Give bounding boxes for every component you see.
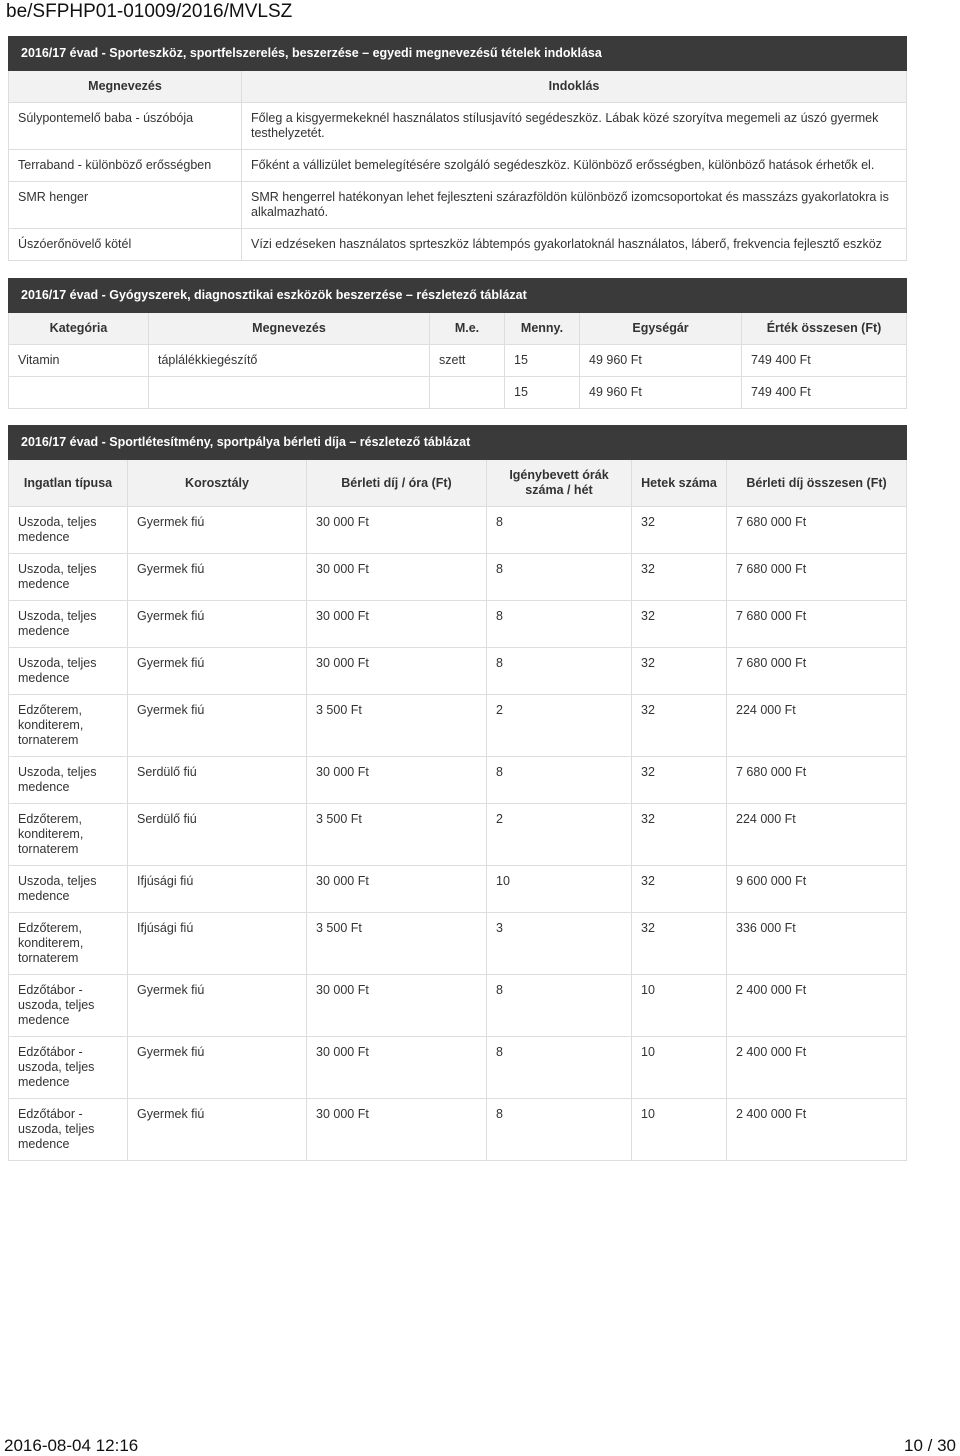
item-justification: Vízi edzéseken használatos sprteszköz lábtempós gyakorlatoknál használatos, láberő, frekvencia fejlesztő eszköz bbox=[242, 229, 907, 261]
table3-title: 2016/17 évad - Sportlétesítmény, sportpálya bérleti díja – részletező táblázat bbox=[9, 426, 907, 460]
cell-hours-per-week: 8 bbox=[487, 1037, 632, 1099]
total-value: 749 400 Ft bbox=[742, 377, 907, 409]
cell-total-fee: 7 680 000 Ft bbox=[727, 757, 907, 804]
cell-hourly-fee: 30 000 Ft bbox=[307, 601, 487, 648]
cell-weeks: 32 bbox=[632, 804, 727, 866]
cell-hourly-fee: 3 500 Ft bbox=[307, 804, 487, 866]
cell-hours-per-week: 8 bbox=[487, 554, 632, 601]
cell-age-group: Gyermek fiú bbox=[128, 695, 307, 757]
page-number: 10 / 30 bbox=[904, 1436, 956, 1455]
cell-weeks: 10 bbox=[632, 975, 727, 1037]
cell-total-fee: 2 400 000 Ft bbox=[727, 975, 907, 1037]
cell-property-type: Edzőtábor - uszoda, teljes medence bbox=[9, 1037, 128, 1099]
table-row bbox=[9, 804, 907, 866]
total-unit-price: 49 960 Ft bbox=[580, 377, 742, 409]
table-row bbox=[9, 866, 907, 913]
cell-hourly-fee: 3 500 Ft bbox=[307, 913, 487, 975]
cell-weeks: 32 bbox=[632, 648, 727, 695]
cell-property-type: Edzőtábor - uszoda, teljes medence bbox=[9, 1099, 128, 1161]
table2-title: 2016/17 évad - Gyógyszerek, diagnosztikai eszközök beszerzése – részletező táblázat bbox=[9, 279, 907, 313]
col-header: Bérleti díj / óra (Ft) bbox=[307, 460, 487, 507]
cell-age-group: Gyermek fiú bbox=[128, 1099, 307, 1161]
cell-age-group: Ifjúsági fiú bbox=[128, 866, 307, 913]
total-row bbox=[9, 377, 907, 409]
cell-unit-price: 49 960 Ft bbox=[580, 345, 742, 377]
item-justification: Főként a vállizület bemelegítésére szolgáló segédeszköz. Különböző erősségben, különböző hatások érhetők el. bbox=[242, 150, 907, 182]
table-row bbox=[9, 150, 907, 182]
cell-unit: szett bbox=[430, 345, 505, 377]
cell-quantity: 15 bbox=[505, 345, 580, 377]
item-name: SMR henger bbox=[9, 182, 242, 229]
col-header: Ingatlan típusa bbox=[9, 460, 128, 507]
cell-age-group: Ifjúsági fiú bbox=[128, 913, 307, 975]
table-row bbox=[9, 103, 907, 150]
cell-hours-per-week: 10 bbox=[487, 866, 632, 913]
cell-age-group: Serdülő fiú bbox=[128, 757, 307, 804]
cell-hourly-fee: 30 000 Ft bbox=[307, 507, 487, 554]
item-name: Terraband - különböző erősségben bbox=[9, 150, 242, 182]
cell-hours-per-week: 8 bbox=[487, 1099, 632, 1161]
document-id: be/SFPHP01-01009/2016/MVLSZ bbox=[6, 1, 293, 22]
cell-total: 749 400 Ft bbox=[742, 345, 907, 377]
table-row bbox=[9, 345, 907, 377]
cell-weeks: 10 bbox=[632, 1037, 727, 1099]
col-header: Bérleti díj összesen (Ft) bbox=[727, 460, 907, 507]
cell-property-type: Edzőterem, konditerem, tornaterem bbox=[9, 913, 128, 975]
item-justification: Főleg a kisgyermekeknél használatos stílusjavító segédeszköz. Lábak közé szoryítva megemeli az úszó gyermek testhelyzetét. bbox=[242, 103, 907, 150]
cell-weeks: 32 bbox=[632, 757, 727, 804]
cell-hours-per-week: 2 bbox=[487, 695, 632, 757]
col-header: Korosztály bbox=[128, 460, 307, 507]
cell-hours-per-week: 3 bbox=[487, 913, 632, 975]
cell-hours-per-week: 8 bbox=[487, 975, 632, 1037]
cell-total-fee: 2 400 000 Ft bbox=[727, 1099, 907, 1161]
table-row bbox=[9, 695, 907, 757]
table-row bbox=[9, 229, 907, 261]
cell-property-type: Edzőtábor - uszoda, teljes medence bbox=[9, 975, 128, 1037]
cell-empty bbox=[149, 377, 430, 409]
col-header: Igénybevett órák száma / hét bbox=[487, 460, 632, 507]
cell-weeks: 10 bbox=[632, 1099, 727, 1161]
cell-hours-per-week: 8 bbox=[487, 507, 632, 554]
cell-property-type: Uszoda, teljes medence bbox=[9, 507, 128, 554]
cell-property-type: Uszoda, teljes medence bbox=[9, 554, 128, 601]
cell-property-type: Uszoda, teljes medence bbox=[9, 757, 128, 804]
cell-age-group: Gyermek fiú bbox=[128, 601, 307, 648]
cell-total-fee: 336 000 Ft bbox=[727, 913, 907, 975]
cell-empty bbox=[9, 377, 149, 409]
cell-hours-per-week: 8 bbox=[487, 601, 632, 648]
col-header: Hetek száma bbox=[632, 460, 727, 507]
medicine-table bbox=[8, 278, 907, 409]
cell-hourly-fee: 30 000 Ft bbox=[307, 975, 487, 1037]
table-row bbox=[9, 507, 907, 554]
cell-weeks: 32 bbox=[632, 866, 727, 913]
cell-hours-per-week: 8 bbox=[487, 757, 632, 804]
cell-name: táplálékkiegészítő bbox=[149, 345, 430, 377]
cell-property-type: Uszoda, teljes medence bbox=[9, 866, 128, 913]
cell-weeks: 32 bbox=[632, 507, 727, 554]
cell-category: Vitamin bbox=[9, 345, 149, 377]
col-header: Érték összesen (Ft) bbox=[742, 313, 907, 345]
col-header: Indoklás bbox=[242, 71, 907, 103]
cell-total-fee: 224 000 Ft bbox=[727, 695, 907, 757]
cell-property-type: Uszoda, teljes medence bbox=[9, 601, 128, 648]
cell-hourly-fee: 30 000 Ft bbox=[307, 1037, 487, 1099]
cell-empty bbox=[430, 377, 505, 409]
col-header: Megnevezés bbox=[9, 71, 242, 103]
cell-weeks: 32 bbox=[632, 554, 727, 601]
cell-age-group: Serdülő fiú bbox=[128, 804, 307, 866]
table-row bbox=[9, 975, 907, 1037]
cell-hourly-fee: 3 500 Ft bbox=[307, 695, 487, 757]
cell-age-group: Gyermek fiú bbox=[128, 507, 307, 554]
cell-total-fee: 7 680 000 Ft bbox=[727, 648, 907, 695]
cell-hourly-fee: 30 000 Ft bbox=[307, 648, 487, 695]
cell-age-group: Gyermek fiú bbox=[128, 975, 307, 1037]
cell-property-type: Edzőterem, konditerem, tornaterem bbox=[9, 695, 128, 757]
table-row bbox=[9, 1037, 907, 1099]
justification-table bbox=[8, 36, 907, 261]
cell-hourly-fee: 30 000 Ft bbox=[307, 554, 487, 601]
item-name: Úszóerőnövelő kötél bbox=[9, 229, 242, 261]
cell-property-type: Uszoda, teljes medence bbox=[9, 648, 128, 695]
table-row bbox=[9, 554, 907, 601]
cell-hourly-fee: 30 000 Ft bbox=[307, 866, 487, 913]
cell-total-fee: 2 400 000 Ft bbox=[727, 1037, 907, 1099]
table-row bbox=[9, 1099, 907, 1161]
cell-weeks: 32 bbox=[632, 695, 727, 757]
table-row bbox=[9, 182, 907, 229]
cell-hours-per-week: 2 bbox=[487, 804, 632, 866]
cell-age-group: Gyermek fiú bbox=[128, 554, 307, 601]
table-row bbox=[9, 648, 907, 695]
table-row bbox=[9, 757, 907, 804]
table-row bbox=[9, 913, 907, 975]
cell-total-fee: 7 680 000 Ft bbox=[727, 601, 907, 648]
cell-hourly-fee: 30 000 Ft bbox=[307, 1099, 487, 1161]
cell-total-fee: 224 000 Ft bbox=[727, 804, 907, 866]
cell-weeks: 32 bbox=[632, 913, 727, 975]
cell-total-fee: 7 680 000 Ft bbox=[727, 554, 907, 601]
col-header: Megnevezés bbox=[149, 313, 430, 345]
cell-hours-per-week: 8 bbox=[487, 648, 632, 695]
cell-total-fee: 9 600 000 Ft bbox=[727, 866, 907, 913]
cell-hourly-fee: 30 000 Ft bbox=[307, 757, 487, 804]
col-header: Kategória bbox=[9, 313, 149, 345]
cell-age-group: Gyermek fiú bbox=[128, 648, 307, 695]
col-header: M.e. bbox=[430, 313, 505, 345]
facility-rental-table bbox=[8, 425, 907, 1161]
cell-age-group: Gyermek fiú bbox=[128, 1037, 307, 1099]
cell-property-type: Edzőterem, konditerem, tornaterem bbox=[9, 804, 128, 866]
footer-timestamp: 2016-08-04 12:16 bbox=[4, 1436, 139, 1455]
table1-title: 2016/17 évad - Sporteszköz, sportfelszerelés, beszerzése – egyedi megnevezésű tételek indoklása bbox=[9, 37, 907, 71]
col-header: Egységár bbox=[580, 313, 742, 345]
item-justification: SMR hengerrel hatékonyan lehet fejleszteni szárazföldön különböző izomcsoportokat és masszázs gyakorlatokra is alkalmazható. bbox=[242, 182, 907, 229]
cell-total-fee: 7 680 000 Ft bbox=[727, 507, 907, 554]
item-name: Súlypontemelő baba - úszóbója bbox=[9, 103, 242, 150]
cell-weeks: 32 bbox=[632, 601, 727, 648]
col-header: Menny. bbox=[505, 313, 580, 345]
total-quantity: 15 bbox=[505, 377, 580, 409]
table-row bbox=[9, 601, 907, 648]
